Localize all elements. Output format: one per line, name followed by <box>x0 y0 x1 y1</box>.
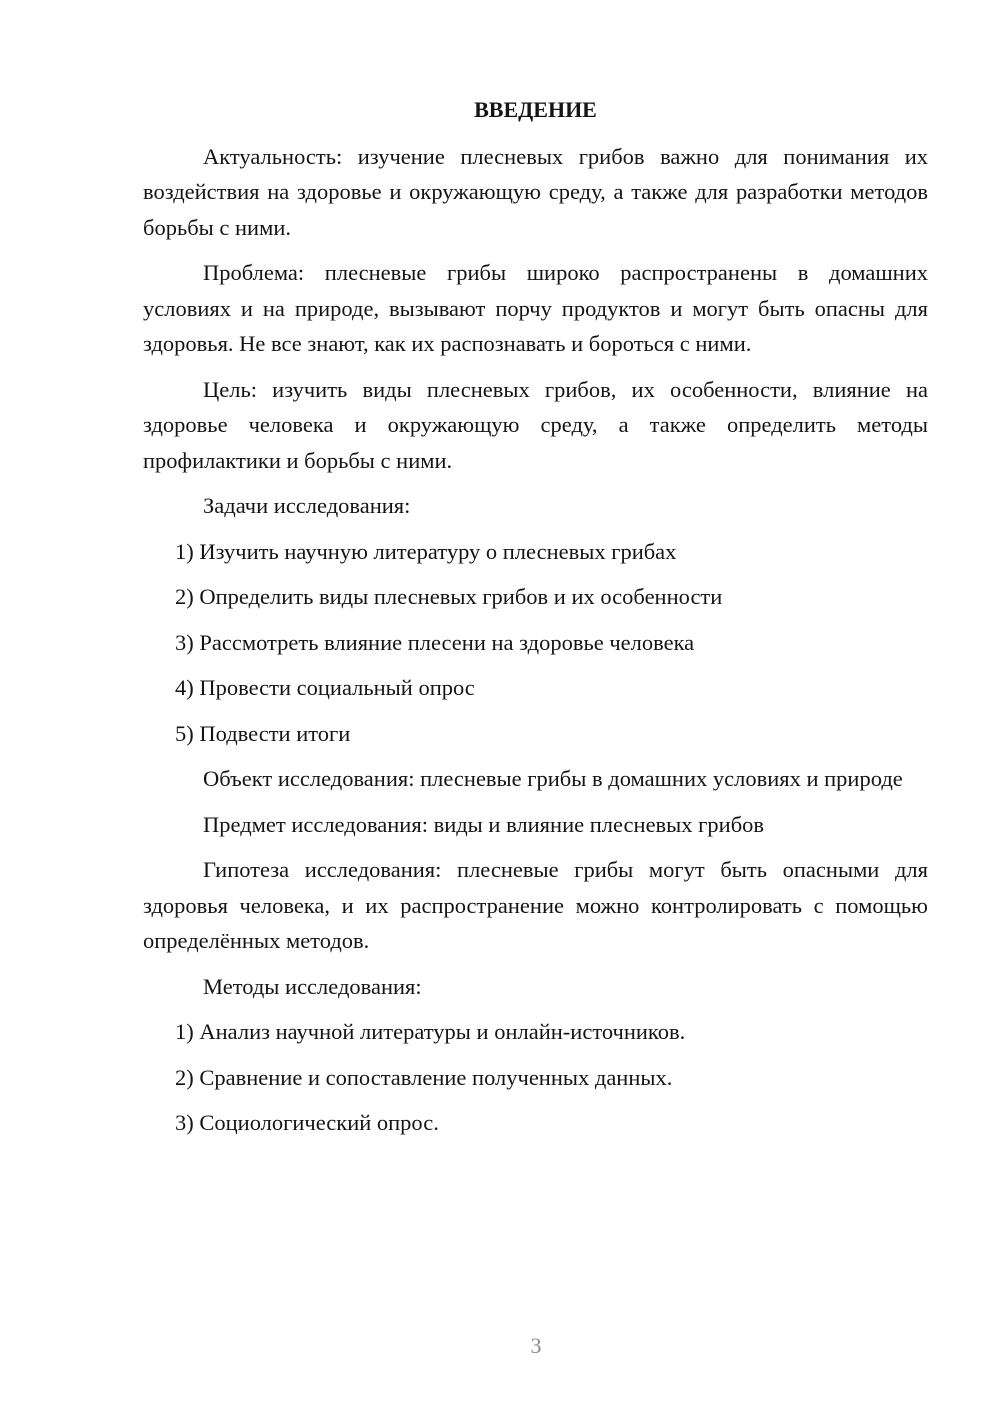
list-item: 1) Изучить научную литературу о плесневых грибах <box>175 538 677 564</box>
object-paragraph: Объект исследования: плесневые грибы в домашних условиях и природе <box>203 766 903 791</box>
page-number: 3 <box>530 1333 542 1358</box>
list-item: 5) Подвести итоги <box>175 720 351 746</box>
methods-list <box>143 1014 928 1141</box>
list-item: 2) Определить виды плесневых грибов и их особенности <box>175 584 723 609</box>
hypothesis-paragraph: Гипотеза исследования: плесневые грибы могут быть опасными для здоровья человека, и их распространение можно контролировать с помощью определённых методов. <box>143 857 928 953</box>
list-item: 2) Сравнение и сопоставление полученных данных. <box>175 1064 673 1090</box>
problem-paragraph: Проблема: плесневые грибы широко распространены в домашних условиях и на природе, вызывают порчу продуктов и могут быть опасны для здоровья. Не все знают, как их распознавать и бороться с ними. <box>143 260 928 356</box>
list-item: 4) Провести социальный опрос <box>175 675 475 700</box>
tasks-list <box>143 534 928 752</box>
relevance-paragraph: Актуальность: изучение плесневых грибов важно для понимания их воздействия на здоровье и окружающую среду, а также для разработки методов борьбы с ними. <box>143 143 928 240</box>
section-heading: ВВЕДЕНИЕ <box>474 97 597 122</box>
list-item: 3) Социологический опрос. <box>175 1110 439 1135</box>
list-item: 1) Анализ научной литературы и онлайн-источников. <box>175 1019 686 1044</box>
page-content <box>143 92 928 1151</box>
subject-paragraph: Предмет исследования: виды и влияние плесневых грибов <box>203 811 765 837</box>
goal-paragraph: Цель: изучить виды плесневых грибов, их особенности, влияние на здоровье человека и окружающую среду, а также определить методы профилактики и борьбы с ними. <box>143 376 928 473</box>
tasks-title: Задачи исследования: <box>203 493 411 518</box>
list-item: 3) Рассмотреть влияние плесени на здоровье человека <box>175 629 695 655</box>
methods-title: Методы исследования: <box>203 973 422 999</box>
